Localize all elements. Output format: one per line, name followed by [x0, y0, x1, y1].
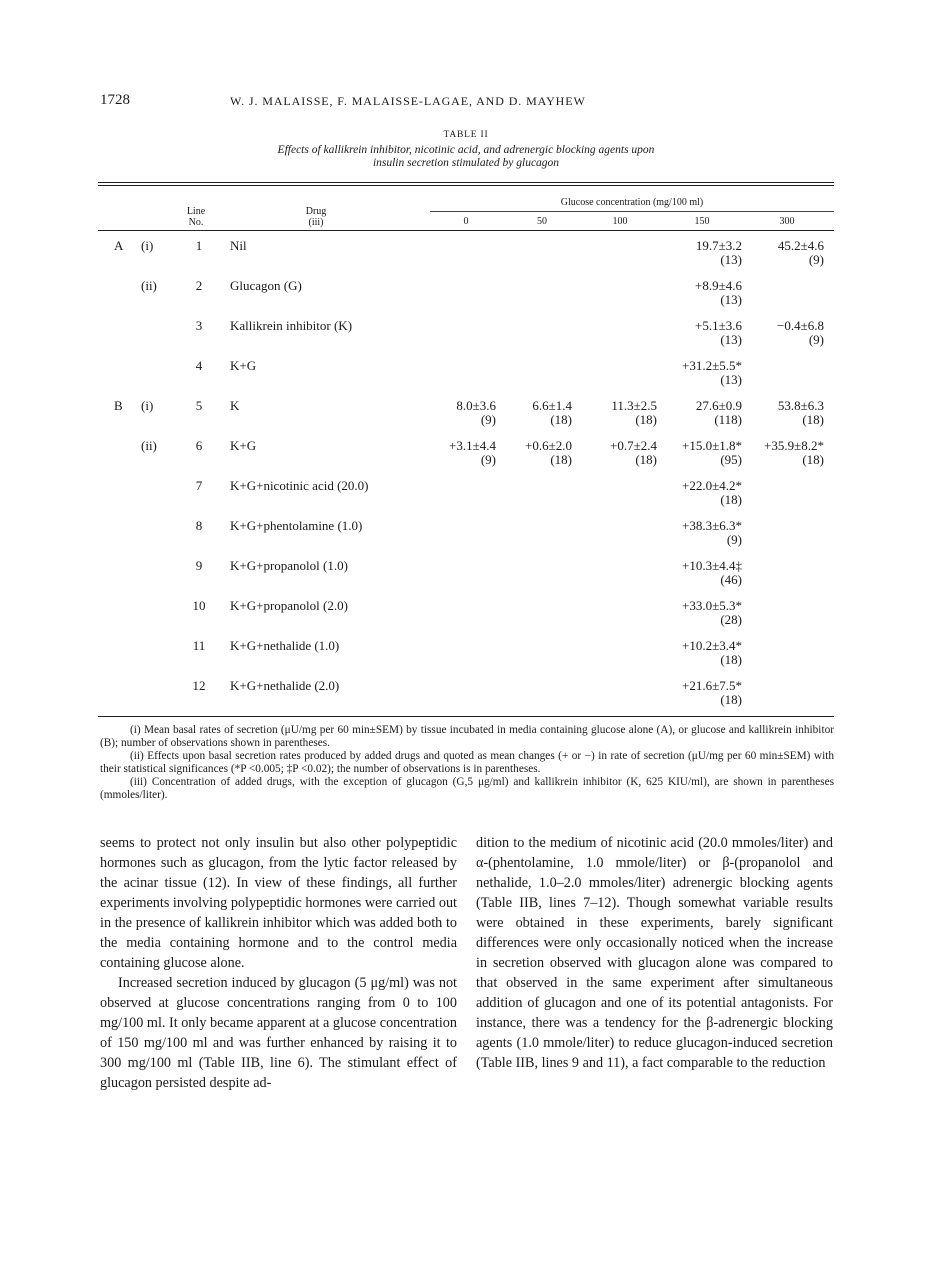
glucose-level-header: 50: [537, 216, 547, 227]
observation-count: (95): [720, 452, 742, 467]
body-column-right: [476, 833, 833, 1073]
row-subsection-label: (ii): [141, 278, 157, 293]
value-cell-150: [682, 439, 742, 467]
table-title-line: insulin secretion stimulated by glucagon: [372, 157, 560, 169]
footnote: (i) Mean basal rates of secretion (μU/mg per 60 min±SEM) by tissue incubated in media containing glucose alone (A), or glucose and kallikrein inhibitor (B); number of observations shown in parentheses.: [100, 724, 834, 749]
row-drug: K+G+nethalide (1.0): [230, 638, 340, 653]
row-line-number: 11: [192, 638, 206, 653]
body-paragraph: dition to the medium of nicotinic acid (20.0 mmoles/liter) and α-(phentolamine, 1.0 mmole/liter) or β-(propanolol and nethalide, 1.0–2.0 mmoles/liter) adrenergic blocking agents (Table IIB, lines 7–12). Though somewhat variable results were obtained in these experiments, barely significant differences were only occasionally noticed when the increase in secretion observed with glucagon alone was compared to that observed in the same experiment after simultaneous addition of glucagon and one of its potential antagonists. For instance, there was a tendency for the β-adrenergic blocking agents (1.0 mmole/liter) to reduce glucagon-induced secretion (Table IIB, lines 9 and 11), a fact comparable to the reduction: [476, 835, 833, 1071]
value-cell-150: [696, 399, 742, 427]
header-drug: [286, 206, 346, 228]
mean-value: +8.9±4.6: [695, 278, 742, 293]
observation-count: (46): [720, 572, 742, 587]
row-line-number: 2: [195, 278, 203, 293]
header-line-no-text: No.: [188, 217, 204, 228]
table-title-line: Effects of kallikrein inhibitor, nicotinic acid, and adrenergic blocking agents upon: [277, 144, 655, 156]
row-drug: Nil: [230, 238, 247, 253]
value-cell-150: [682, 359, 742, 387]
table-top-rule-2: [98, 185, 834, 186]
mean-value: +22.0±4.2*: [682, 478, 742, 493]
value-cell-150: [682, 519, 742, 547]
row-drug: K+G: [230, 358, 257, 373]
table-top-rule: [98, 182, 834, 183]
glucose-level-header: 100: [612, 216, 628, 227]
body-paragraph: Increased secretion induced by glucagon (5 μg/ml) was not observed at glucose concentrations ranging from 0 to 100 mg/100 ml. It only became apparent at a glucose concentration of 150 mg/100 ml and was further enhanced by raising it to 300 mg/100 ml (Table IIB, line 6). The stimulant effect of glucagon persisted despite ad-: [100, 975, 457, 1091]
mean-value: 27.6±0.9: [695, 398, 742, 413]
row-subsection-label: (i): [141, 238, 154, 253]
value-cell-150: [695, 279, 742, 307]
header-line-no: [176, 206, 216, 228]
row-subsection-label: (ii): [141, 438, 157, 453]
observation-count: (18): [802, 452, 824, 467]
value-cell-300: [778, 239, 824, 267]
header-drug-text: (iii): [308, 217, 324, 228]
value-cell-50: [532, 399, 572, 427]
row-section-label: B: [114, 398, 123, 413]
row-drug: K+G: [230, 438, 257, 453]
row-line-number: 10: [192, 598, 206, 613]
mean-value: +10.2±3.4*: [682, 638, 742, 653]
value-cell-300: [764, 439, 824, 467]
observation-count: (9): [726, 532, 742, 547]
mean-value: +10.3±4.4‡: [682, 558, 742, 573]
mean-value: +0.6±2.0: [525, 438, 572, 453]
glucose-level-header: 150: [694, 216, 710, 227]
row-drug: K+G+nicotinic acid (20.0): [230, 478, 369, 493]
observation-count: (18): [550, 452, 572, 467]
mean-value: 19.7±3.2: [695, 238, 742, 253]
row-line-number: 12: [192, 678, 206, 693]
row-drug: K+G+propanolol (1.0): [230, 558, 348, 573]
row-drug: K+G+propanolol (2.0): [230, 598, 348, 613]
body-paragraph: seems to protect not only insulin but also other polypeptidic hormones such as glucagon, from the lytic factor released by the acinar tissue (12). In view of these findings, all further experiments involving polypeptidic hormones were carried out in the presence of kallikrein inhibitor which was added both to the media containing hormone and to the control media containing glucose alone.: [100, 835, 457, 971]
table-title: [98, 144, 834, 170]
value-cell-300: [777, 319, 824, 347]
observation-count: (9): [480, 452, 496, 467]
observation-count: (18): [802, 412, 824, 427]
mean-value: 45.2±4.6: [777, 238, 824, 253]
observation-count: (18): [720, 652, 742, 667]
mean-value: 11.3±2.5: [611, 398, 657, 413]
value-cell-150: [682, 599, 742, 627]
row-line-number: 1: [195, 238, 203, 253]
row-line-number: 8: [195, 518, 203, 533]
table-bottom-rule: [98, 716, 834, 717]
observation-count: (9): [480, 412, 496, 427]
observation-count: (9): [808, 332, 824, 347]
value-cell-100: [611, 399, 657, 427]
body-column-left: [100, 833, 457, 1093]
row-drug: Kallikrein inhibitor (K): [230, 318, 353, 333]
header-glucose-concentration: Glucose concentration (mg/100 ml): [560, 197, 704, 208]
header-drug-text: Drug: [305, 206, 327, 217]
value-cell-300: [778, 399, 824, 427]
observation-count: (13): [720, 332, 742, 347]
row-drug: Glucagon (G): [230, 278, 302, 293]
row-line-number: 3: [195, 318, 203, 333]
mean-value: +31.2±5.5*: [682, 358, 742, 373]
observation-count: (28): [720, 612, 742, 627]
row-drug: K: [230, 398, 240, 413]
mean-value: +3.1±4.4: [449, 438, 496, 453]
value-cell-0: [456, 399, 496, 427]
value-cell-50: [525, 439, 572, 467]
table-header-rule: [98, 230, 834, 231]
running-head: W. J. MALAISSE, F. MALAISSE-LAGAE, AND D. MAYHEW: [230, 94, 586, 108]
footnote: (iii) Concentration of added drugs, with the exception of glucagon (G,5 μg/ml) and kallikrein inhibitor (K, 625 KIU/ml), are shown in parentheses (mmoles/liter).: [100, 776, 834, 801]
mean-value: +5.1±3.6: [695, 318, 742, 333]
observation-count: (13): [720, 292, 742, 307]
value-cell-150: [696, 239, 742, 267]
mean-value: +33.0±5.3*: [682, 598, 742, 613]
table-caption: [98, 130, 834, 170]
value-cell-0: [449, 439, 496, 467]
mean-value: +38.3±6.3*: [682, 518, 742, 533]
observation-count: (118): [714, 412, 742, 427]
value-cell-150: [682, 679, 742, 707]
observation-count: (18): [635, 412, 657, 427]
value-cell-100: [610, 439, 657, 467]
table-footnotes: [100, 724, 834, 802]
row-section-label: A: [114, 238, 124, 253]
row-subsection-label: (i): [141, 398, 154, 413]
mean-value: +35.9±8.2*: [764, 438, 824, 453]
row-drug: K+G+phentolamine (1.0): [230, 518, 363, 533]
row-line-number: 6: [195, 438, 203, 453]
mean-value: +21.6±7.5*: [682, 678, 742, 693]
observation-count: (18): [635, 452, 657, 467]
observation-count: (18): [720, 492, 742, 507]
value-cell-150: [682, 639, 742, 667]
mean-value: +15.0±1.8*: [682, 438, 742, 453]
observation-count: (13): [720, 372, 742, 387]
observation-count: (18): [550, 412, 572, 427]
row-line-number: 9: [195, 558, 203, 573]
header-line-no-text: Line: [186, 206, 206, 217]
row-line-number: 7: [195, 478, 203, 493]
mean-value: −0.4±6.8: [777, 318, 824, 333]
value-cell-150: [682, 559, 742, 587]
footnote: (ii) Effects upon basal secretion rates produced by added drugs and quoted as mean changes (+ or −) in rate of secretion (μU/mg per 60 min±SEM) with their statistical significances (*P <0.005; ‡P <0.02); the number of observations is in parentheses.: [100, 750, 834, 775]
glucose-level-header: 0: [463, 216, 469, 227]
row-line-number: 4: [195, 358, 203, 373]
table-number: TABLE II: [443, 130, 489, 140]
value-cell-150: [682, 479, 742, 507]
observation-count: (13): [720, 252, 742, 267]
mean-value: 8.0±3.6: [456, 398, 496, 413]
mean-value: 53.8±6.3: [777, 398, 824, 413]
row-drug: K+G+nethalide (2.0): [230, 678, 340, 693]
mean-value: 6.6±1.4: [532, 398, 572, 413]
row-line-number: 5: [195, 398, 203, 413]
mean-value: +0.7±2.4: [610, 438, 657, 453]
glucose-level-header: 300: [779, 216, 795, 227]
page-number: 1728: [100, 92, 130, 108]
observation-count: (9): [808, 252, 824, 267]
header-group-rule: [430, 211, 834, 212]
value-cell-150: [695, 319, 742, 347]
observation-count: (18): [720, 692, 742, 707]
